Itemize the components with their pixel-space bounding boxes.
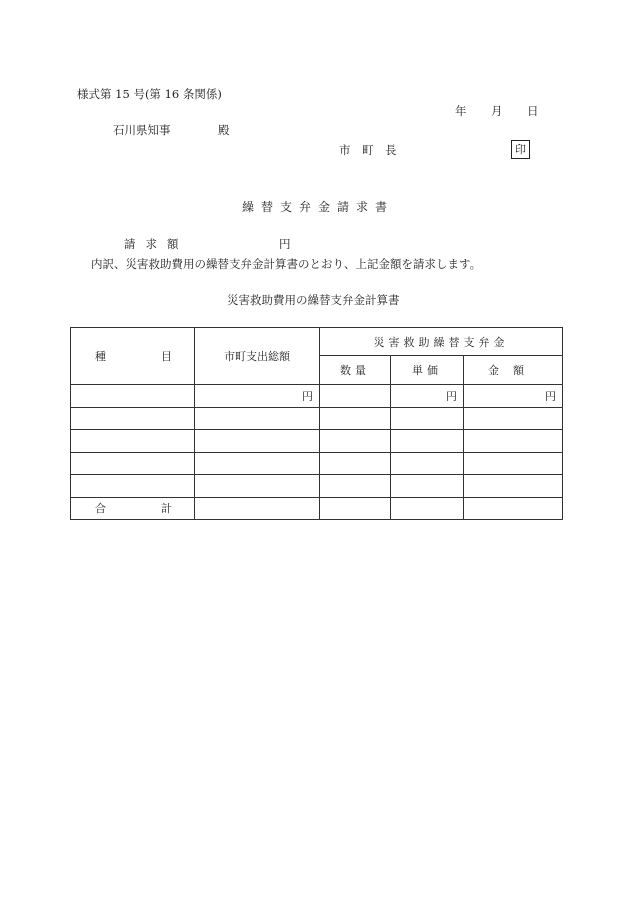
cell-kind[interactable] [71, 430, 195, 453]
sum-row [71, 497, 563, 520]
cell-unit-price[interactable] [391, 452, 464, 475]
seal-stamp: 印 [511, 140, 530, 159]
header-kind-char-1: 種 [95, 350, 106, 363]
date-month: 月 [491, 104, 503, 118]
table-row [71, 475, 563, 498]
cell-quantity[interactable] [320, 385, 391, 408]
header-unit-price: 単価 [391, 356, 464, 385]
table-row [71, 430, 563, 453]
cell-amount[interactable] [464, 452, 563, 475]
cell-unit-price-yen[interactable]: 円 [391, 385, 464, 408]
header-amount: 金額 [464, 356, 563, 385]
sender-title: 市 町 長 [339, 143, 397, 157]
cell-quantity[interactable] [320, 475, 391, 498]
cell-total[interactable] [195, 475, 320, 498]
cell-total[interactable] [195, 452, 320, 475]
cell-unit-price[interactable] [391, 407, 464, 430]
cell-total-yen[interactable]: 円 [195, 385, 320, 408]
calculation-table [70, 327, 563, 520]
cell-amount-yen[interactable]: 円 [464, 385, 563, 408]
header-quantity: 数量 [320, 356, 391, 385]
document-title: 繰替支弁金請求書 [242, 200, 395, 214]
sum-char-1: 合 [95, 502, 106, 516]
header-total: 市町支出総額 [195, 328, 320, 385]
sum-amount[interactable] [464, 497, 563, 520]
sum-quantity[interactable] [320, 497, 391, 520]
cell-quantity[interactable] [320, 407, 391, 430]
addressee-honorific: 殿 [218, 123, 230, 137]
request-unit: 円 [279, 237, 291, 251]
cell-unit-price[interactable] [391, 430, 464, 453]
header-kind-char-2: 目 [161, 350, 172, 363]
sum-label [71, 497, 195, 520]
table-row [71, 452, 563, 475]
sum-unit-price[interactable] [391, 497, 464, 520]
table-title: 災害救助費用の繰替支弁金計算書 [227, 293, 400, 307]
cell-amount[interactable] [464, 430, 563, 453]
request-label: 請求額 [124, 237, 189, 251]
cell-quantity[interactable] [320, 430, 391, 453]
cell-total[interactable] [195, 430, 320, 453]
header-group: 災害救助繰替支弁金 [320, 328, 563, 356]
cell-kind[interactable] [71, 385, 195, 408]
cell-amount[interactable] [464, 407, 563, 430]
table-row [71, 385, 563, 408]
date-year: 年 [455, 104, 467, 118]
cell-kind[interactable] [71, 475, 195, 498]
header-kind [71, 328, 195, 385]
sum-char-2: 計 [161, 502, 172, 516]
cell-kind[interactable] [71, 452, 195, 475]
cell-kind[interactable] [71, 407, 195, 430]
cell-total[interactable] [195, 407, 320, 430]
table-row [71, 407, 563, 430]
cell-unit-price[interactable] [391, 475, 464, 498]
statement: 内訳、災害救助費用の繰替支弁金計算書のとおり、上記金額を請求します。 [91, 257, 482, 271]
form-number: 様式第 15 号(第 16 条関係) [77, 87, 222, 101]
cell-quantity[interactable] [320, 452, 391, 475]
header-row-1 [71, 328, 563, 356]
date-day: 日 [527, 104, 539, 118]
addressee-name: 石川県知事 [113, 123, 171, 137]
sum-total[interactable] [195, 497, 320, 520]
cell-amount[interactable] [464, 475, 563, 498]
